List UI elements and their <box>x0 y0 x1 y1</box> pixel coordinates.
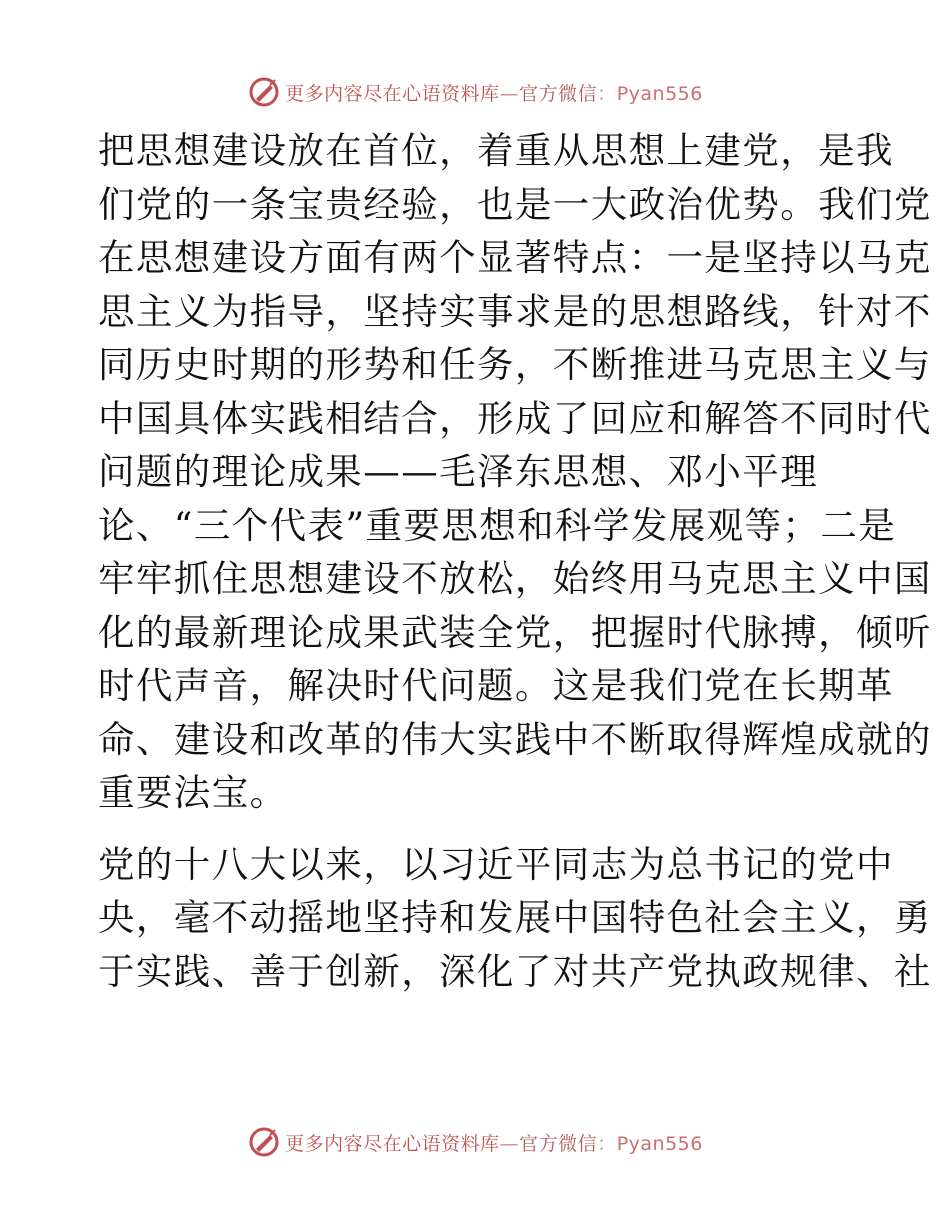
text-line: 化的最新理论成果武装全党，把握时代脉搏，倾听 <box>98 610 932 654</box>
watermark-official-label: 官方微信 <box>519 82 598 105</box>
watermark-text <box>285 1129 703 1156</box>
watermark-colon: ： <box>597 1132 617 1155</box>
watermark-official-label: 官方微信 <box>519 1132 598 1155</box>
text-line: 论、“三个代表”重要思想和科学发展观等；二是 <box>98 503 897 547</box>
text-line: 问题的理论成果——毛泽东思想、邓小平理 <box>98 450 819 493</box>
text-line: 们党的一条宝贵经验，也是一大政治优势。我们党 <box>98 182 932 226</box>
quill-pen-logo-icon <box>247 1125 281 1159</box>
watermark-separator: — <box>499 1132 520 1155</box>
paragraph-1 <box>98 124 932 820</box>
text-line: 命、建设和改革的伟大实践中不断取得辉煌成就的 <box>98 717 932 761</box>
watermark-colon: ： <box>597 82 617 105</box>
text-line: 把思想建设放在首位，着重从思想上建党，是我 <box>98 129 894 172</box>
watermark-wechat-id: Pyan556 <box>616 82 703 105</box>
text-line: 中国具体实践相结合，形成了回应和解答不同时代 <box>98 396 932 440</box>
text-line: 在思想建设方面有两个显著特点：一是坚持以马克 <box>98 236 932 279</box>
watermark-wechat-id: Pyan556 <box>616 1132 703 1155</box>
footer-watermark <box>0 1122 950 1162</box>
text-line: 牢牢抓住思想建设不放松，始终用马克思主义中国 <box>98 557 932 600</box>
watermark-text <box>285 79 703 106</box>
text-line: 央，毫不动摇地坚持和发展中国特色社会主义，勇 <box>98 896 932 939</box>
header-watermark <box>0 72 950 112</box>
paragraph-2 <box>98 838 932 999</box>
watermark-brand: 更多内容尽在心语资料库 <box>285 82 500 105</box>
text-line: 同历史时期的形势和任务，不断推进马克思主义与 <box>98 343 932 386</box>
text-line: 时代声音，解决时代问题。这是我们党在长期革 <box>98 664 894 707</box>
watermark-brand: 更多内容尽在心语资料库 <box>285 1132 500 1155</box>
text-line: 思主义为指导，坚持实事求是的思想路线，针对不 <box>98 289 932 333</box>
text-line: 重要法宝。 <box>98 771 288 814</box>
text-line: 于实践、善于创新，深化了对共产党执政规律、社 <box>98 949 932 993</box>
quill-pen-logo-icon <box>247 75 281 109</box>
watermark-separator: — <box>499 82 520 105</box>
document-body <box>98 124 932 998</box>
text-line: 党的十八大以来，以习近平同志为总书记的党中 <box>98 842 894 886</box>
